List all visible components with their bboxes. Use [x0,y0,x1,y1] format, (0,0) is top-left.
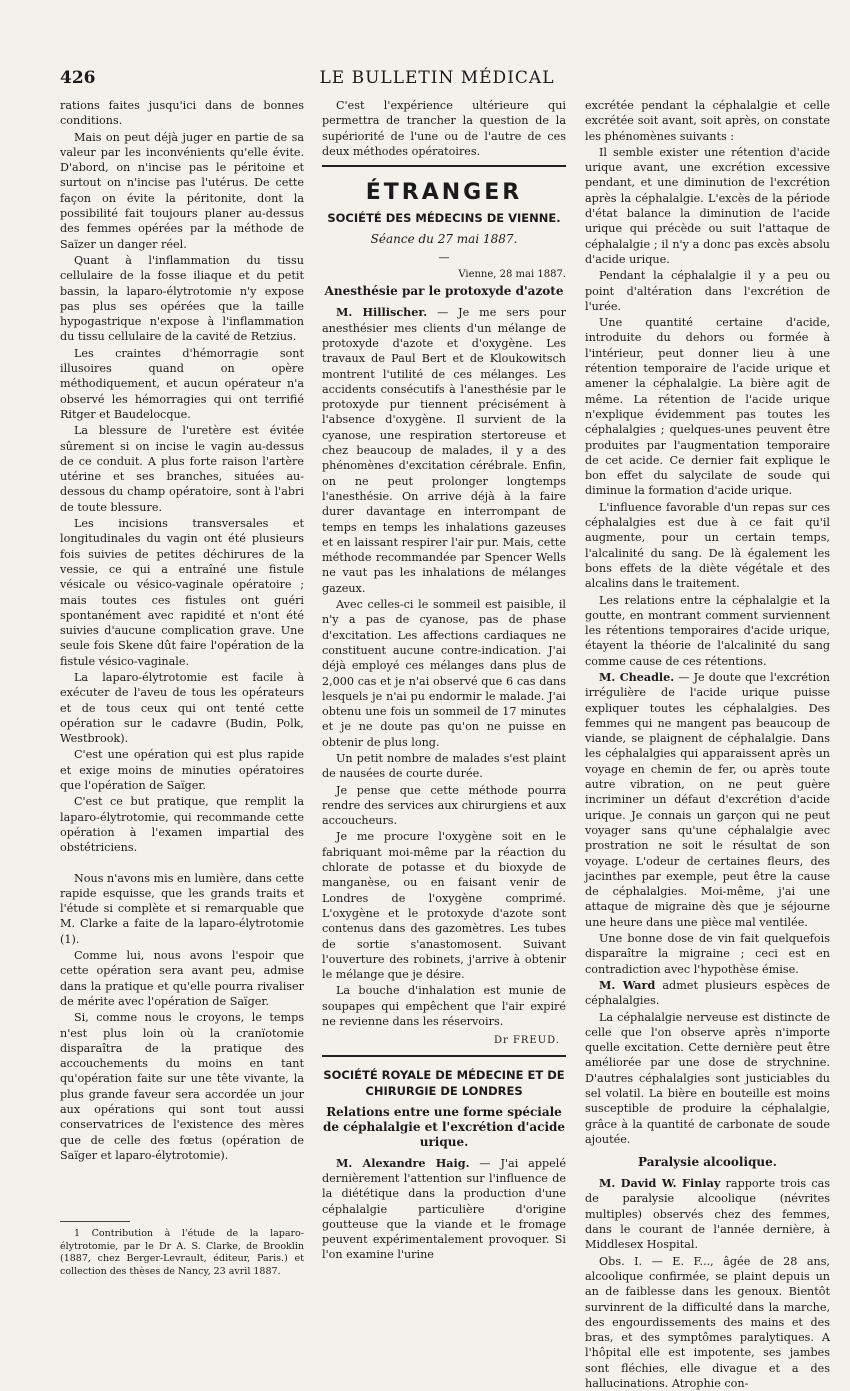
paragraph: Quant à l'inflammation du tissu cellulaire de la fosse iliaque et du petit bassin, la laparo-élytrotomie n'y expose pas plus ses opérées que la taille hypogastrique n'expose à l'inflammation du tissu cellulaire de la cavité de Retzius. [60,253,304,344]
paragraph: L'influence favorable d'un repas sur ces céphalalgies est due à ce fait qu'il augmente, pour un certain temps, l'alcalinité du sang. De là également les bons effets de la diète végétale et des alcalins dans le traitement. [585,500,830,591]
paragraph: rations faites jusqu'ici dans de bonnes conditions. [60,99,304,128]
paragraph: La bouche d'inhalation est munie de soupapes qui empêchent que l'air expiré ne revienne dans les réservoirs. [322,984,566,1029]
society-heading: SOCIÉTÉ ROYALE DE MÉDECINE ET DE CHIRURGIE DE LONDRES [323,1067,565,1098]
dateline: Vienne, 28 mai 1887. [458,269,566,281]
paragraph: Avec celles-ci le sommeil est paisible, il n'y a pas de cyanose, pas de phase d'excitation. Les affections cardiaques ne constituent aucune contre-indication. J'ai déjà employé ces mélanges dans plus de 2,000 cas et je n'ai observé que 6 cas dans lesquels je n'ai pu endormir le malade. J'ai obtenu une fois un sommeil de 17 minutes et je ne doute pas qu'on ne puisse en obtenir de plus long. [322,598,566,749]
article-title: Paralysie alcoolique. [638,1155,777,1170]
paragraph-text: — Je doute que l'excrétion irrégulière de l'acide urique puisse expliquer toutes les céphalalgies. Des femmes qui ne mangent pas beaucoup de viande, se plaignent de céphalalgie. Dans les céphalalgies qui apparaissent après un voyage en chemin de fer, ou après toute autre vibration, on ne peut guère incriminer un défaut d'excrétion d'acide urique. Je connais un garçon qui ne peut voyager sans qu'une céphalalgie avec prostration ne soit le résultat de son voyage. L'odeur de certaines fleurs, des jacinthes par exemple, peut être la cause de céphalalgies. Moi-même, j'ai une attaque de migraine dès que je séjourne une heure dans une pièce mal ventilée. [585,670,830,929]
paragraph: La blessure de l'uretère est évitée sûrement si on incise le vagin au-dessus de ce conduit. A plus forte raison l'artère utérine et ses branches, situées au-dessous du champ opératoire, sont à l'abri de toute blessure. [60,424,304,514]
speaker-name: M. Hillischer. [336,305,428,320]
dash-divider: — [438,250,450,264]
paragraph: Comme lui, nous avons l'espoir que cette opération sera avant peu, admise dans la pratique et qu'elle pourra rivaliser de mérite avec l'opération de Saïger. [60,949,304,1008]
paragraph: C'est ce but pratique, que remplit la laparo-élytrotomie, qui recommande cette opération à l'examen impartial des obstétriciens. [60,795,304,855]
paragraph: Je pense que cette méthode pourra rendre des services aux chirurgiens et aux accoucheurs. [322,783,566,828]
paragraph-text: — Je me sers pour anesthésier mes clients d'un mélange de protoxyde d'azote et d'oxygène. Les travaux de Paul Bert et de Kloukowitsch montrent l'utilité de ces mélanges. Les accidents consécutifs à l'anesthésie par le protoxyde pur tiennent précisément à l'absence d'oxygène. Il survient de la cyanose, une respiration stertoreuse et chez beaucoup de malades, il y a des phénomènes d'excitation cérébrale. Enfin, on ne peut prolonger longtemps l'anesthésie. On arrive déjà à la faire durer davantage en interrompant de temps en temps les inhalations gazeuses et en laissant respirer l'air pur. Mais, cette méthode recommandée par Spencer Wells ne vaut pas les inhalations de mélanges gazeux. [322,306,566,595]
article-title: Relations entre une forme spéciale de céphalalgie et l'excrétion d'acide urique. [322,1104,566,1149]
paragraph: Nous n'avons mis en lumière, dans cette rapide esquisse, que les grands traits et l'étude si complète et si remarquable que M. Clarke a faite de la laparo-élytrotomie (1). [60,871,304,946]
paragraph: La céphalalgie nerveuse est distincte de celle que l'on observe après n'importe quelle excitation. Cette dernière peut être améliorée par une dose de strychnine. D'autres céphalalgies sont justiciables du sel volatil. La bière en bouteille est moins susceptible de produire la céphalalgie, grâce à la quantité de carbonate de soude ajoutée. [585,1010,830,1146]
session-date: Séance du 27 mai 1887. [370,232,518,247]
footnote: 1 Contribution à l'étude de la laparo-élytrotomie, par le Dr A. S. Clarke, de Brooklin (1887, chez Berger-Levrault, éditeur, Paris.) et collection des thèses de Nancy, 23 avril 1887. [60,1228,304,1277]
paragraph [585,978,830,1009]
paragraph-text: admet plusieurs espèces de céphalalgies. [585,978,830,1008]
paragraph: Les relations entre la céphalalgie et la goutte, en montrant comment surviennent les rétentions temporaires d'acide urique, étayent la théorie de l'alcalinité du sang comme cause de ces rétentions. [585,593,830,668]
speaker-name: M. David W. Finlay [599,1176,721,1191]
paragraph [585,670,830,930]
paragraph: C'est une opération qui est plus rapide et exige moins de minuties opératoires que l'opération de Saïger. [60,748,304,793]
journal-title: LE BULLETIN MÉDICAL [319,68,555,88]
paragraph: La laparo-élytrotomie est facile à exécuter de l'aveu de tous les opérateurs et de tous ceux qui ont tenté cette opération sur le cadavre (Budin, Polk, Westbrook). [60,670,304,746]
paragraph: Pendant la céphalalgie il y a peu ou point d'altération dans l'excrétion de l'urée. [585,269,830,313]
speaker-name: M. Cheadle. [599,669,675,684]
paragraph-text: — J'ai appelé dernièrement l'attention sur l'influence de la diététique dans la production d'une céphalalgie particulière d'origine goutteuse que la viande et le fromage peuvent expérimentalement provoquer. Si l'on examine l'urine [322,1156,566,1262]
paragraph: excrétée pendant la céphalalgie et celle excrétée soit avant, soit après, on constate les phénomènes suivants : [585,99,830,143]
paragraph: Un petit nombre de malades s'est plaint de nausées de courte durée. [322,751,566,781]
column-1 [60,98,304,1277]
section-divider [322,165,566,167]
paragraph: Si, comme nous le croyons, le temps n'est plus loin où la cranïotomie disparaîtra de la pratique des accouchements du moins en tant qu'opération faite sur une tête vivante, la plus grande faveur sera accordée un jour aux opérations qui sont tout aussi conservatrices de l'existence des mères que de celle des fœtus (opération de Saïger et laparo-élytrotomie). [60,1011,304,1162]
paragraph: Je me procure l'oxygène soit en le fabriquant moi-même par la réaction du chlorate de potasse et du bioxyde de manganèse, ou en faisant venir de Londres de l'oxygène comprimé. L'oxygène et le protoxyde d'azote sont contenus dans des gazomètres. Les tubes de sortie s'anastomosent. Suivant l'ouverture des robinets, j'arrive à obtenir le mélange que je désire. [322,830,566,982]
article-title: Anesthésie par le protoxyde d'azote [324,284,564,299]
paragraph [585,1176,830,1252]
column-2 [322,98,566,1262]
paragraph [322,1156,566,1263]
page-header [60,68,814,92]
paragraph: Les craintes d'hémorragie sont illusoires quand on opère méthodiquement, et aucun opérateur n'a observé les hémorragies qui ont terrifié Ritger et Baudelocque. [60,346,304,421]
signature: Dr FREUD. [493,1035,560,1047]
paragraph: Les incisions transversales et longitudinales du vagin ont été plusieurs fois suivies de petites déchirures de la vessie, ce qui a entraîné une fistule vésicale ou vésico-vaginale opératoire ; mais toutes ces fistules ont guéri spontanément avec rapidité et n'ont été suivies d'aucune complication grave. Une seule fois Skene dût faire l'opération de la fistule vésico-vaginale. [60,517,304,668]
paragraph: Une bonne dose de vin fait quelquefois disparaître la migraine ; ceci est en contradiction avec l'hypothèse émise. [585,932,830,976]
paragraph: Une quantité certaine d'acide, introduite du dehors ou formée à l'intérieur, peut donner lieu à une rétention temporaire de l'acide urique et amener la céphalalgie. La bière agit de même. La rétention de l'acide urique n'explique évidemment pas toutes les céphalalgies ; quelques-unes peuvent être produites par l'augmentation temporaire de cet acide. Ce dernier fait explique le bon effet du salycilate de soude qui diminue la formation d'acide urique. [585,316,830,498]
section-divider [322,1055,566,1057]
footnote-divider [60,1221,130,1222]
paragraph: C'est l'expérience ultérieure qui permettra de trancher la question de la supériorité de l'une ou de l'autre de ces deux méthodes opératoires. [322,99,566,158]
page-number: 426 [60,68,96,88]
society-heading: SOCIÉTÉ DES MÉDECINS DE VIENNE. [327,211,561,226]
column-3 [585,98,830,1391]
speaker-name: M. Ward [599,977,656,992]
paragraph [322,305,566,596]
paragraph: Obs. I. — E. F..., âgée de 28 ans, alcoolique confirmée, se plaint depuis un an de faiblesse dans les genoux. Bientôt survinrent de la difficulté dans la marche, des engourdissements des mains et des bras, et des symptômes paralytiques. A l'hôpital elle est impotente, ses jambes sont fléchies, elle divague et a des hallucinations. Atrophie con- [585,1254,830,1391]
speaker-name: M. Alexandre Haig. [336,1155,470,1170]
section-title: ÉTRANGER [365,180,523,206]
paragraph-text: rapporte trois cas de paralysie alcoolique (névrites multiples) observés chez des femmes, dans le courant de l'année dernière, à Middlesex Hospital. [585,1177,830,1252]
paragraph: Mais on peut déjà juger en partie de sa valeur par les inconvénients qu'elle évite. D'abord, on n'incise pas le péritoine et surtout on n'incise pas l'utérus. De cette façon on évite la péritonite, dont la possibilité fait toujours planer au-dessus des femmes opérées par la méthode de Saïzer un danger réel. [60,130,304,251]
paragraph: Il semble exister une rétention d'acide urique avant, une excrétion excessive pendant, et une diminution de l'excrétion après la céphalalgie. L'excès de la période d'état balance la diminution de l'acide urique qui précède ou suit l'attaque de céphalalgie ; il n'y a donc pas excès absolu d'acide urique. [585,145,830,266]
